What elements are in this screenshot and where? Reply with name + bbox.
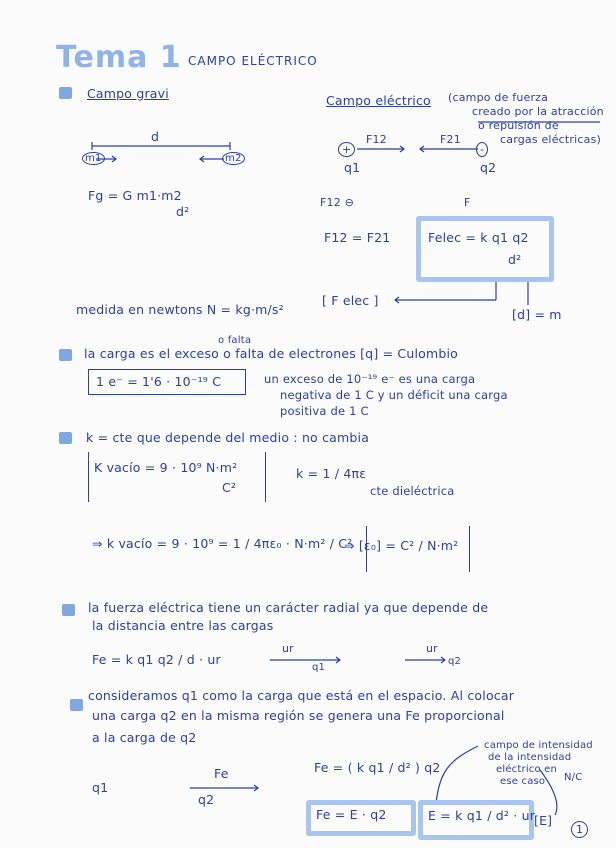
- coulomb-formula-denominator: d²: [508, 252, 522, 267]
- radial-line-1: la fuerza eléctrica tiene un carácter radial ya que depende de: [88, 600, 489, 615]
- radial-line-2: la distancia entre las cargas: [92, 618, 274, 633]
- unit-vector-right: ur: [426, 642, 438, 655]
- field-line-1: consideramos q1 como la carga que está en el espacio. Al colocar: [88, 688, 515, 703]
- distance-unit: [d] = m: [512, 307, 562, 322]
- force-arrow-f: F: [464, 196, 471, 209]
- radial-q1: q1: [312, 662, 326, 673]
- bullet-marker: [62, 604, 75, 616]
- bullet-marker: [59, 432, 72, 444]
- force-equality: F12 = F21: [324, 230, 391, 245]
- radial-force-formula: Fe = k q1 q2 / d · ur: [92, 652, 221, 667]
- page-title: Tema 1: [56, 40, 182, 75]
- dielectric-note: cte dieléctrica: [370, 484, 455, 498]
- unit-vector-left: ur: [282, 642, 294, 655]
- electric-note-line-3: o repulsión de: [478, 119, 559, 132]
- coulomb-highlight-box: [416, 216, 554, 282]
- k-constant-line: k = cte que depende del medio : no cambia: [86, 430, 370, 445]
- k-equation: k = 1 / 4πε: [296, 466, 367, 481]
- charge-q2: q2: [480, 160, 497, 175]
- charge-note-line-3: positiva de 1 C: [280, 404, 369, 418]
- field-note-line-2: de la intensidad: [488, 752, 572, 763]
- section-heading-campo-gravi: Campo gravi: [87, 86, 169, 101]
- charge-above-note: o falta: [218, 335, 252, 346]
- field-unit-bracket: [E]: [534, 813, 553, 828]
- mass-m1: m1: [82, 152, 105, 165]
- force-units-bracket: [ F elec ]: [322, 293, 379, 308]
- radial-q2: q2: [448, 656, 462, 667]
- newton-units-line: medida en newtons N = kg·m/s²: [76, 302, 284, 317]
- charge-note-line-2: negativa de 1 C y un déficit una carga: [280, 388, 508, 402]
- force-f21-label: F21: [440, 133, 461, 146]
- gravity-formula-numerator: Fg = G m1·m2: [88, 188, 182, 203]
- force-f12-minus: F12 ⊖: [320, 196, 355, 209]
- electric-note-line-2: creado por la atracción: [472, 105, 604, 118]
- charge-q1: q1: [344, 160, 361, 175]
- field-q1: q1: [92, 780, 109, 795]
- charge-minus-sign: -: [476, 142, 488, 157]
- field-intensity-formula: E = k q1 / d² · ur: [428, 808, 536, 823]
- section-heading-campo-electrico: Campo eléctrico: [326, 93, 431, 108]
- coulomb-formula-numerator: Felec = k q1 q2: [428, 230, 529, 245]
- field-fe-label: Fe: [214, 766, 229, 781]
- kvacio-denominator: C²: [222, 480, 237, 495]
- field-unit-n-over-c: N/C: [564, 772, 583, 783]
- charge-note-line-1: un exceso de 10⁻¹⁹ e⁻ es una carga: [264, 372, 476, 386]
- field-note-line-4: ese caso: [500, 776, 546, 787]
- mass-m2: m2: [222, 152, 245, 165]
- force-field-formula: Fe = E · q2: [316, 807, 387, 822]
- charge-plus-sign: +: [338, 142, 355, 157]
- force-f12-label: F12: [366, 133, 387, 146]
- kvacio-numerator: K vacío = 9 · 10⁹ N·m²: [94, 460, 238, 475]
- epsilon-units: ⇒ [ε₀] = C² / N·m²: [344, 538, 459, 553]
- bullet-marker: [59, 87, 72, 99]
- field-q2: q2: [198, 792, 215, 807]
- field-fe-formula: Fe = ( k q1 / d² ) q2: [314, 760, 441, 775]
- kvacio-epsilon-line: ⇒ k vacío = 9 · 10⁹ = 1 / 4πε₀ · N·m² / C²: [92, 536, 353, 551]
- electric-note-line-1: (campo de fuerza: [448, 91, 549, 104]
- bullet-marker: [59, 349, 72, 361]
- field-note-line-3: eléctrico en: [496, 764, 558, 775]
- bullet-marker: [70, 699, 83, 711]
- field-note-line-1: campo de intensidad: [484, 740, 593, 751]
- page-number: 1: [571, 821, 588, 838]
- field-line-2: una carga q2 en la misma región se genera una Fe proporcional: [92, 708, 505, 723]
- electric-note-line-4: cargas eléctricas): [500, 133, 602, 146]
- gravity-formula-denominator: d²: [176, 204, 190, 219]
- field-line-3: a la carga de q2: [92, 730, 197, 745]
- page-subtitle: CAMPO ELÉCTRICO: [188, 54, 318, 68]
- distance-label: d: [151, 129, 160, 144]
- charge-definition-line: la carga es el exceso o falta de electrones [q] = Culombio: [84, 346, 459, 361]
- electron-charge-formula: 1 e⁻ = 1'6 · 10⁻¹⁹ C: [96, 374, 222, 389]
